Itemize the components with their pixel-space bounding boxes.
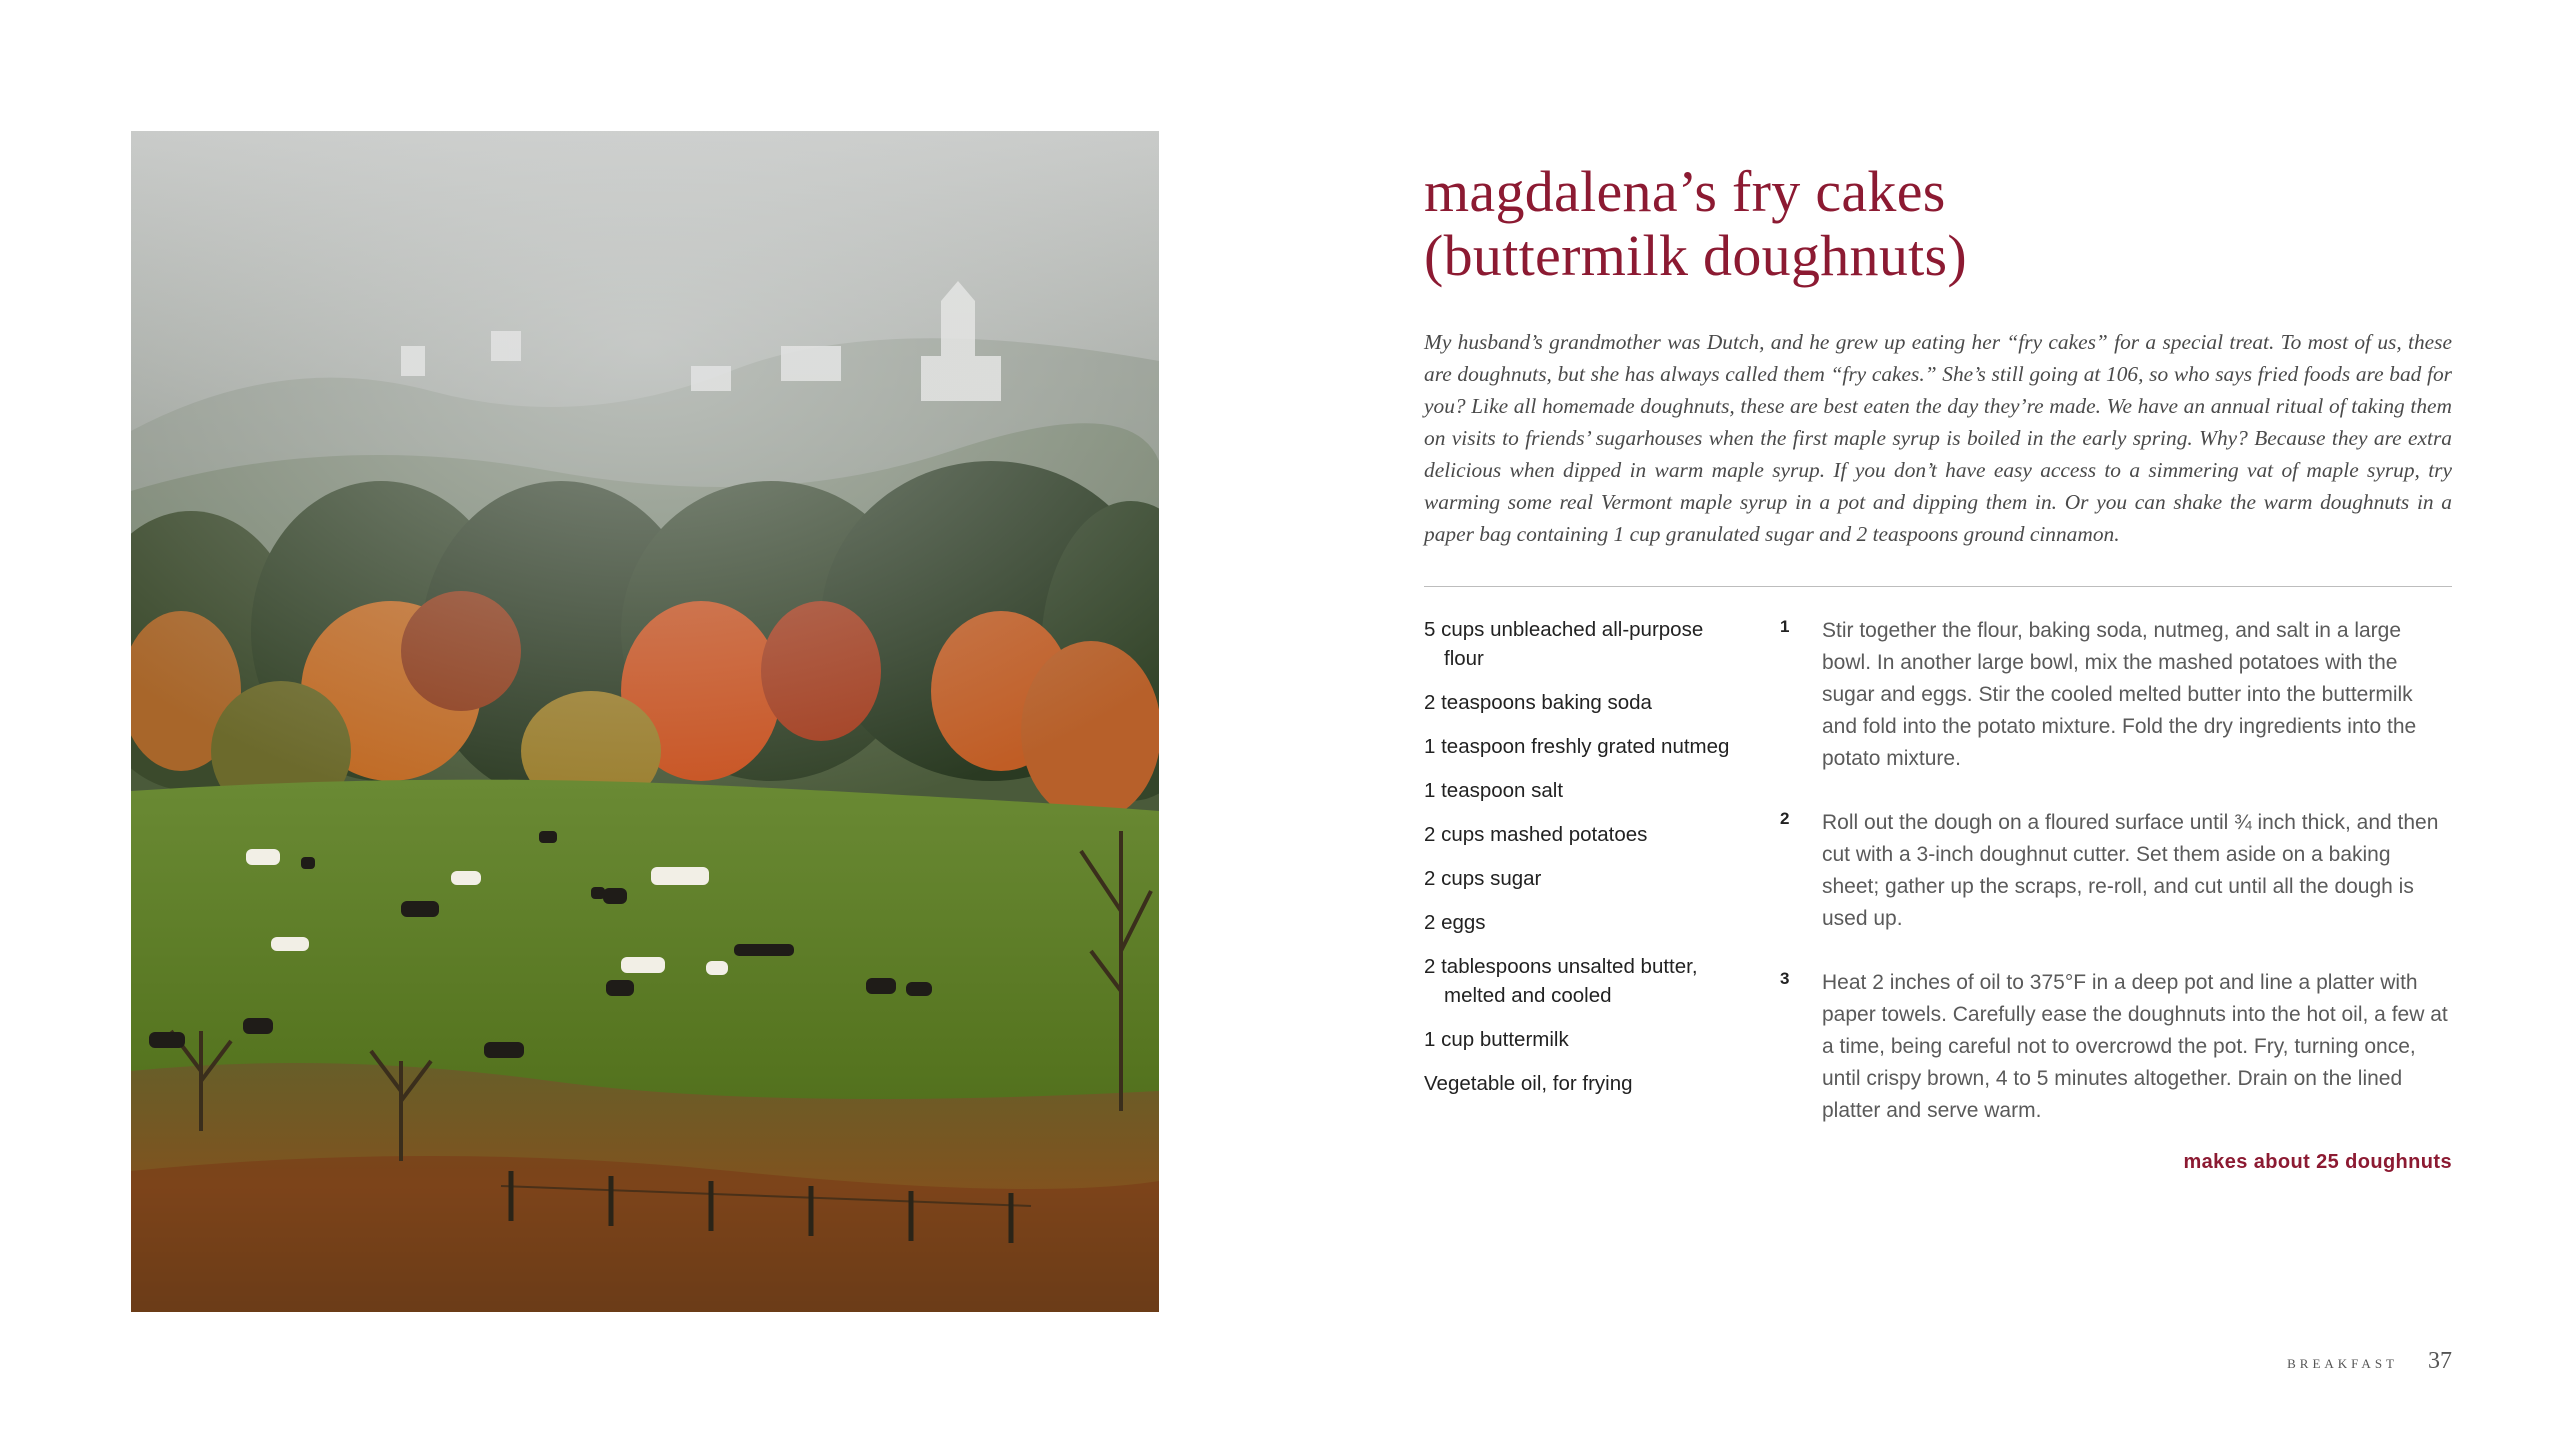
- ingredient-list: [1424, 615, 1744, 1113]
- step-text: Heat 2 inches of oil to 375°F in a deep pot and line a platter with paper towels. Carefully ease the doughnuts into the hot oil, a few at a time, being careful not to overcrowd the pot. Fry, turning once, until crispy brown, 4 to 5 minutes altogether. Drain on the lined platter and serve warm.: [1822, 971, 2448, 1122]
- landscape-photo: [131, 131, 1159, 1312]
- recipe-column: [1424, 159, 2452, 1173]
- ingredient-item: 2 eggs: [1424, 911, 1486, 934]
- recipe-yield: makes about 25 doughnuts: [2183, 1151, 2452, 1173]
- page-number: 37: [2428, 1348, 2452, 1374]
- ingredient-item: 1 teaspoon freshly grated nutmeg: [1424, 735, 1730, 758]
- step-number: 3: [1780, 969, 1790, 988]
- step-number: 1: [1780, 617, 1790, 636]
- recipe-headnote: My husband’s grandmother was Dutch, and he grew up eating her “fry cakes” for a special treat. To most of us, these are doughnuts, but she has always called them “fry cakes.” She’s still going at 106, so who says fried foods are bad for you? Like all homemade doughnuts, these are best eaten the day they’re made. We have an annual ritual of taking them on visits to friends’ sugarhouses when the first maple syrup is boiled in the early spring. Why? Because they are extra delicious when dipped in warm maple syrup. If you don’t have easy access to a simmering vat of maple syrup, try warming some real Vermont maple syrup in a pot and dipping them in. Or you can shake the warm doughnuts in a paper bag containing 1 cup granulated sugar and 2 teaspoons ground cinnamon.: [1424, 330, 2452, 546]
- pasture-photo-illustration: [131, 131, 1159, 1312]
- recipe-title-line2: (buttermilk doughnuts): [1424, 223, 1968, 288]
- ingredient-item: 2 teaspoons baking soda: [1424, 691, 1652, 714]
- running-head: BREAKFAST: [2287, 1356, 2398, 1371]
- method-step: [1780, 967, 2452, 1127]
- ingredient-item: 2 tablespoons unsalted butter, melted and cooled: [1424, 955, 1698, 1007]
- method-steps: [1780, 615, 2452, 1159]
- page-footer: [2287, 1348, 2452, 1375]
- step-text: Stir together the flour, baking soda, nutmeg, and salt in a large bowl. In another large bowl, mix the mashed potatoes with the sugar and eggs. Stir the cooled melted butter into the buttermilk and fold into the potato mixture. Fold the dry ingredients into the potato mixture.: [1822, 619, 2417, 770]
- ingredient-item: 2 cups sugar: [1424, 867, 1542, 890]
- recipe-title: [1424, 160, 2452, 288]
- method-step: [1780, 807, 2452, 935]
- section-divider: [1424, 586, 2452, 587]
- ingredient-item: 1 teaspoon salt: [1424, 779, 1564, 802]
- ingredient-item: 2 cups mashed potatoes: [1424, 823, 1648, 846]
- step-number: 2: [1780, 809, 1790, 828]
- ingredient-item: Vegetable oil, for frying: [1424, 1072, 1633, 1095]
- ingredient-item: 5 cups unbleached all-purpose flour: [1424, 618, 1704, 670]
- ingredient-item: 1 cup buttermilk: [1424, 1028, 1569, 1051]
- recipe-title-line1: magdalena’s fry cakes: [1424, 159, 1946, 224]
- step-text: Roll out the dough on a floured surface until ¾ inch thick, and then cut with a 3-inch doughnut cutter. Set them aside on a baking sheet; gather up the scraps, re-roll, and cut until all the dough is used up.: [1822, 811, 2439, 930]
- method-step: [1780, 615, 2452, 775]
